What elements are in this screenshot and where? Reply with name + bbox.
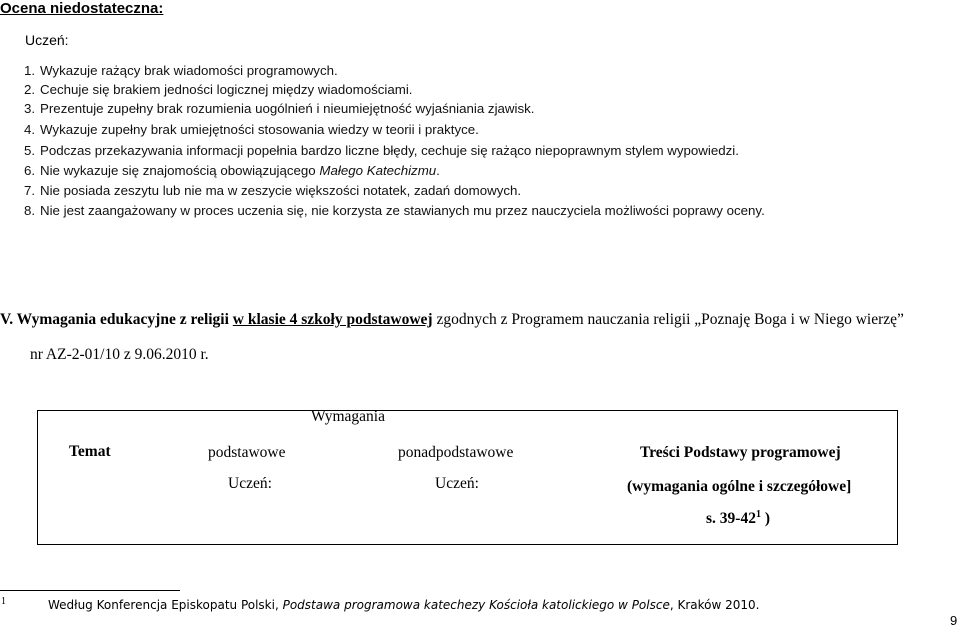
footnote-ref: 1 [755, 509, 761, 520]
table-tresci-wymagania: (wymagania ogólne i szczegółowe] [627, 478, 852, 495]
list-item: 5. Podczas przekazywania informacji popełnia bardzo liczne błędy, cechuje się rażąco niepoprawnym stylem wypowiedzi. [24, 143, 739, 158]
table-uczen-ponadpodstawowe: Uczeń: [435, 475, 479, 492]
section-title: V. Wymagania edukacyjne z religii w klasie 4 szkoły podstawowej zgodnych z Programem nauczania religii „Poznaję Boga i w Niego wierzę” [0, 311, 904, 328]
student-label: Uczeń: [25, 32, 69, 48]
table-tresci-pages: s. $39-42^1$ ) [706, 509, 770, 528]
section-heading: Ocena niedostateczna: [0, 0, 164, 17]
list-item: 2. Cechuje się brakiem jedności logicznej między wiadomościami. [24, 82, 413, 97]
table-header-podstawowe: podstawowe [208, 444, 286, 461]
table-header-temat: Temat [69, 443, 111, 460]
table-header-tresci: Treści Podstawy programowej [640, 444, 841, 461]
program-number: nr AZ-2-01/10 z 9.06.2010 r. [30, 346, 209, 363]
list-item: 6. Nie wykazuje się znajomością obowiązującego Małego Katechizmu. [24, 163, 440, 178]
list-item: 3. Prezentuje zupełny brak rozumienia uogólnień i nieumiejętność wyjaśniania zjawisk. [24, 101, 535, 116]
list-item: 7. Nie posiada zeszytu lub nie ma w zeszycie większości notatek, zadań domowych. [24, 183, 522, 198]
table-uczen-podstawowe: Uczeń: [228, 475, 272, 492]
requirements-table [37, 410, 898, 545]
list-item: 1. Wykazuje rażący brak wiadomości programowych. [24, 63, 338, 78]
list-item: 4. Wykazuje zupełny brak umiejętności stosowania wiedzy w teorii i praktyce. [24, 122, 479, 137]
table-header-wymagania: Wymagania [311, 408, 385, 425]
page-number: 9 [950, 613, 958, 628]
list-item: 8. Nie jest zaangażowany w proces uczenia się, nie korzysta ze stawianych mu przez nauczyciela możliwości poprawy oceny. [24, 203, 765, 218]
footnote-divider [0, 590, 180, 591]
footnote-text: Według Konferencja Episkopatu Polski, Podstawa programowa katechezy Kościoła katolickiego w Polsce, Kraków 2010. [48, 598, 760, 612]
footnote-mark: 1 [1, 596, 6, 607]
table-header-ponadpodstawowe: ponadpodstawowe [398, 444, 514, 461]
catechism-title: Małego Katechizmu [319, 163, 437, 178]
